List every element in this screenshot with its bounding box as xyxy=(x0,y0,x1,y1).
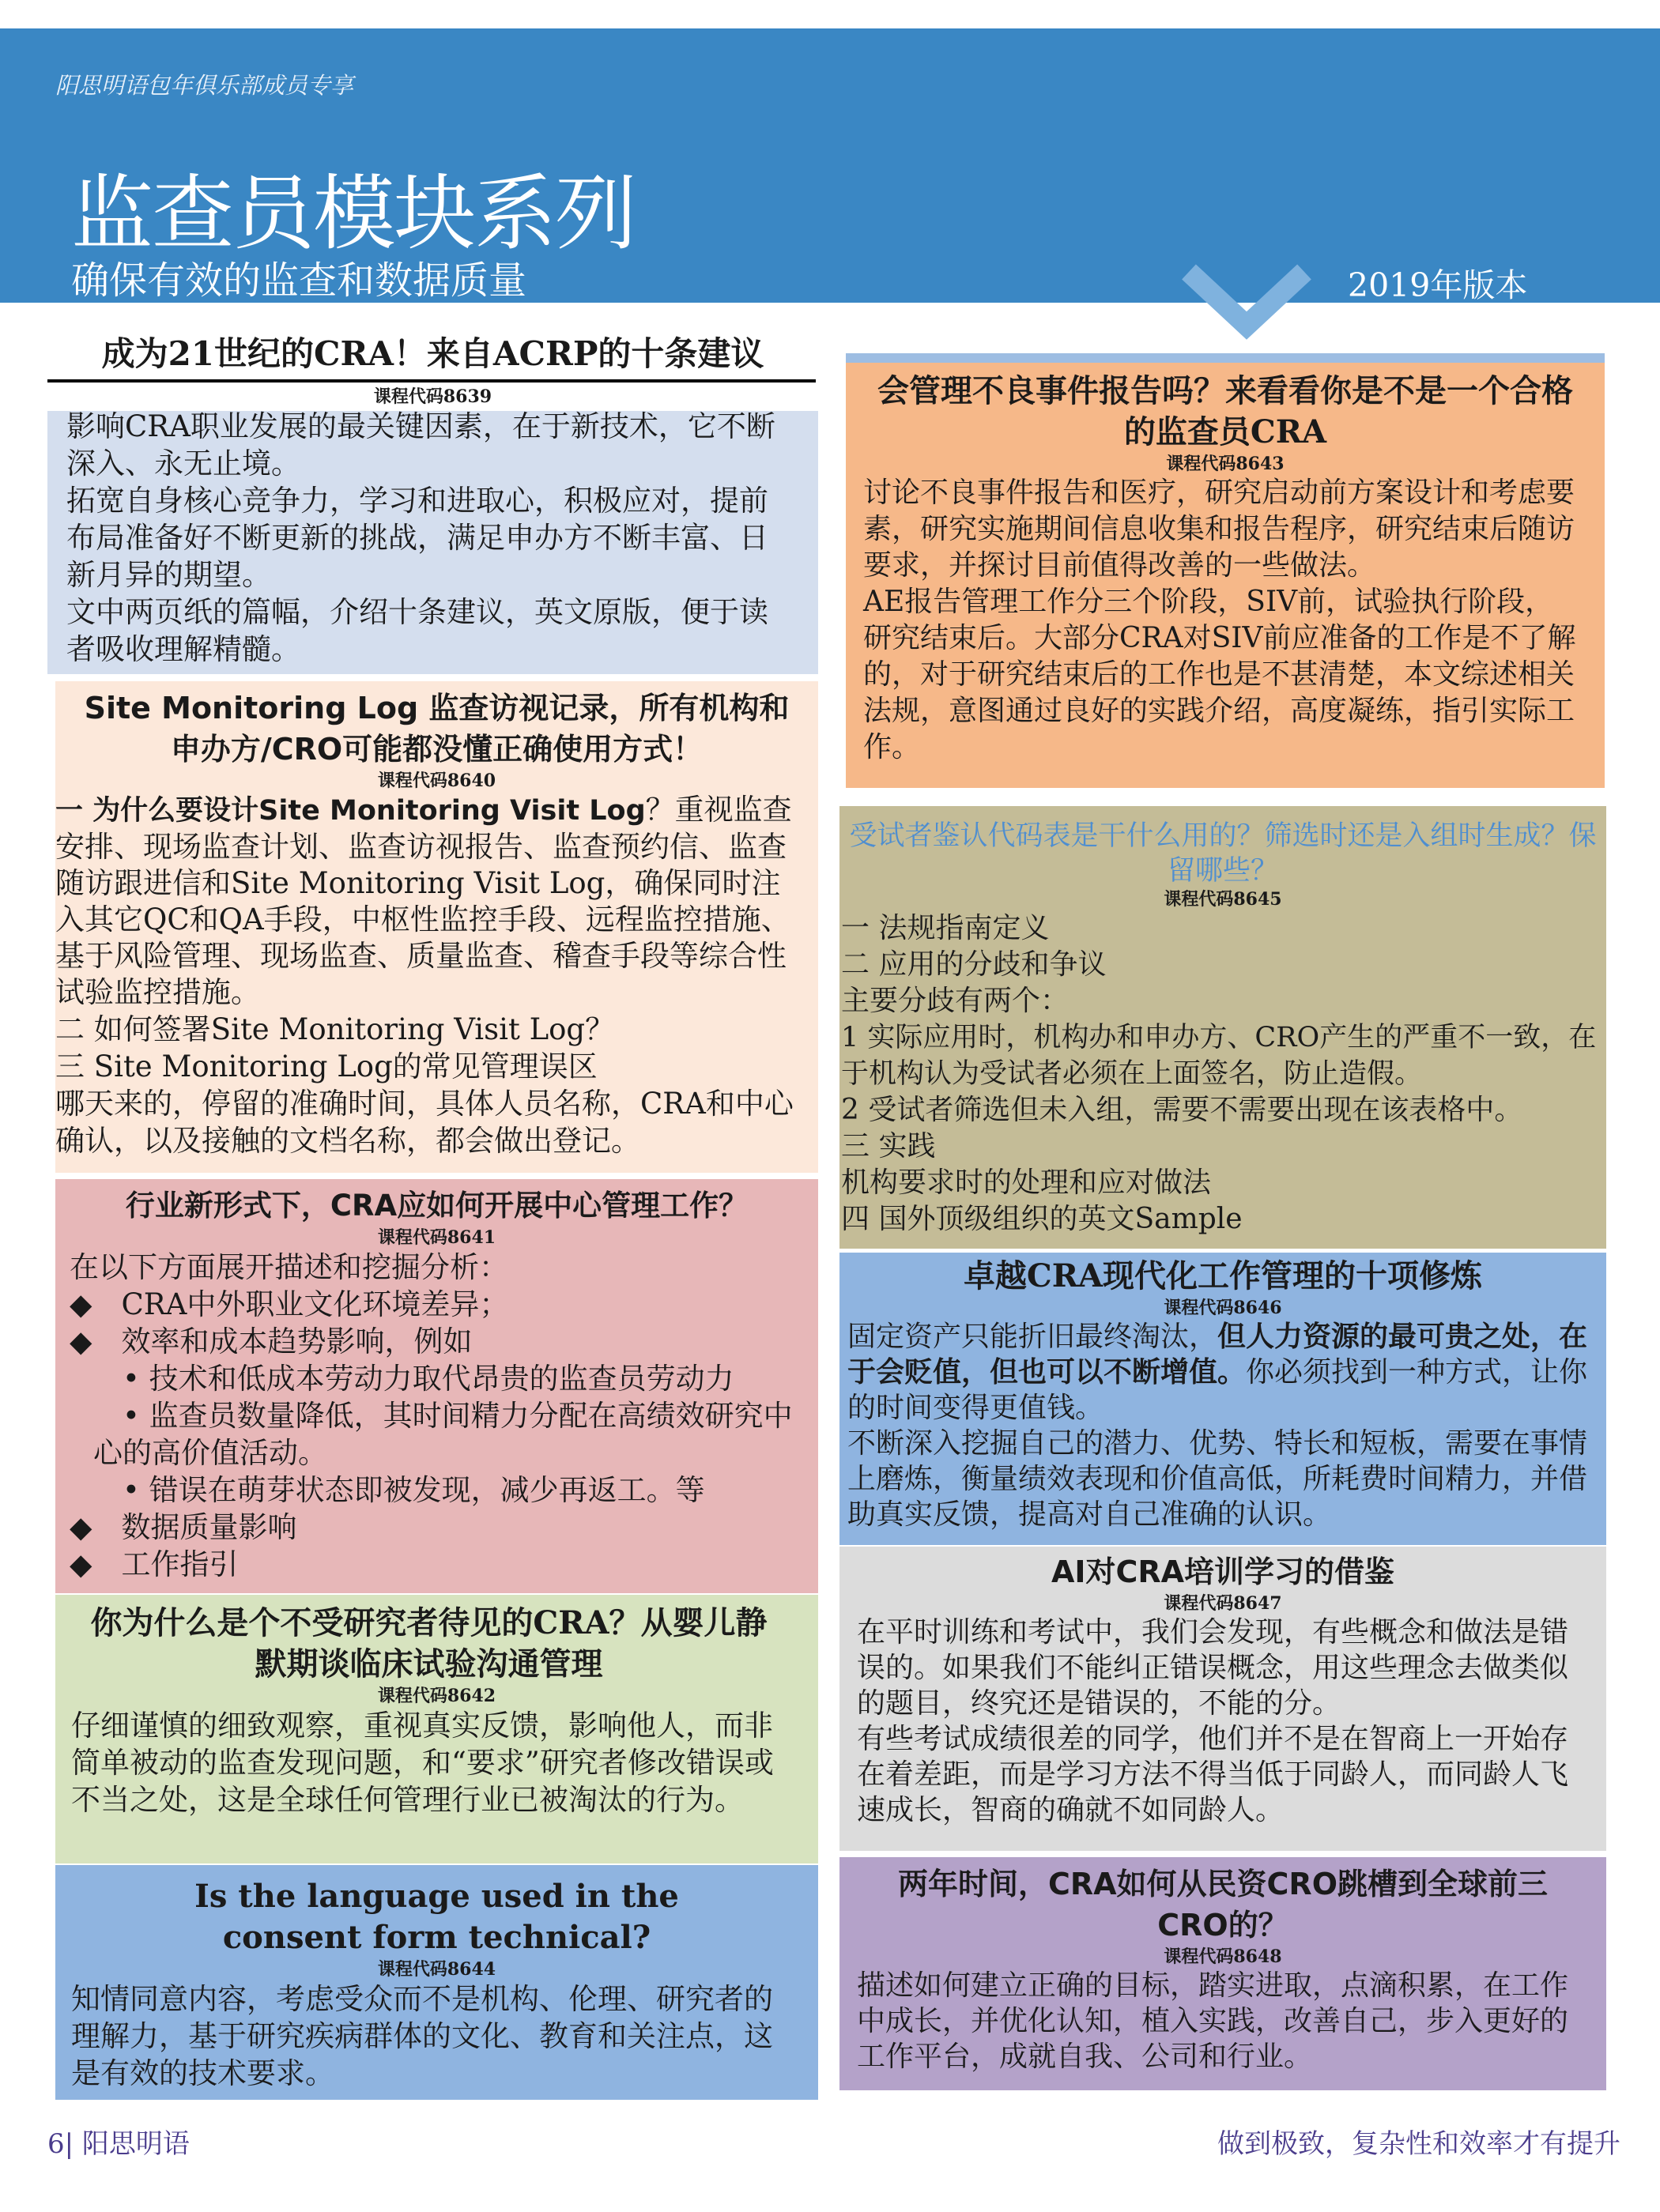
course-8640-rest: ？重视监查安排、现场监查计划、监查访视报告、监查预约信、监查随访跟进信和Site Monitoring Visit Log，确保同时注入其它QC和QA手段，中枢性监控手段、远程监控措施、基于风险管理、现场监查、质量监查、稽查手段等综合性试验监控措施。 xyxy=(55,793,792,1009)
course-8646-p1a: 固定资产只能折旧最终淘汰， xyxy=(847,1321,1218,1353)
page-subtitle: 确保有效的监查和数据质量 xyxy=(71,258,527,303)
course-8645-line: 1 实际应用时，机构办和申办方、CRO产生的严重不一致，在于机构认为受试者必须在上面签名，防止造假。 xyxy=(841,1022,1597,1090)
course-box-8639 xyxy=(47,330,818,674)
course-8646-p1b: 但人力资源的最可贵之处，在于会贬值，但也可以不断增值。 xyxy=(847,1320,1588,1389)
course-8640-title: Site Monitoring Log 监查访视记录，所有机构和申办方/CRO可能都没懂正确使用方式！ xyxy=(84,691,790,767)
course-8648-code: 课程代码8648 xyxy=(1164,1946,1282,1967)
course-8641-item: ◆ 工作指引 xyxy=(70,1547,239,1581)
course-8646-title: 卓越CRA现代化工作管理的十项修炼 xyxy=(963,1257,1483,1294)
course-box-8643 xyxy=(846,353,1605,788)
course-8645-line: 机构要求时的处理和应对做法 xyxy=(841,1166,1212,1199)
course-box-8645 xyxy=(839,806,1606,1249)
course-8639-para: 影响CRA职业发展的最关键因素，在于新技术，它不断深入、永无止境。 xyxy=(66,409,775,480)
footer-slogan: 做到极致，复杂性和效率才有提升 xyxy=(1217,2128,1620,2160)
chevron-down-icon xyxy=(1179,254,1314,341)
course-8647-para: 在平时训练和考试中，我们会发现，有些概念和做法是错误的。如果我们不能纠正错误概念，用这些理念去做类似的题目，终究还是错误的，不能的分。 xyxy=(857,1616,1569,1720)
course-8644-code: 课程代码8644 xyxy=(377,1959,496,1980)
course-8642-title: 你为什么是个不受研究者待见的CRA？从婴儿静默期谈临床试验沟通管理 xyxy=(90,1604,768,1683)
course-8645-line: 主要分歧有两个： xyxy=(841,985,1070,1017)
course-8640-para-2: 二 如何签署Site Monitoring Visit Log？ xyxy=(55,1012,615,1046)
title-rule xyxy=(47,379,816,382)
course-8641-intro: 在以下方面展开描述和挖掘分析： xyxy=(70,1250,508,1284)
course-8648-text: 描述如何建立正确的目标，踏实进取，点滴积累，在工作中成长，并优化认知，植入实践，改善自己，步入更好的工作平台，成就自我、公司和行业。 xyxy=(857,1969,1569,2073)
course-box-8640 xyxy=(55,681,818,1173)
course-8640-para-4: 哪天来的，停留的准确时间，具体人员名称，CRA和中心确认，以及接触的文档名称，都会做出登记。 xyxy=(55,1087,794,1158)
course-8641-code: 课程代码8641 xyxy=(377,1227,496,1248)
course-8645-code: 课程代码8645 xyxy=(1164,889,1282,910)
course-8641-title: 行业新形式下，CRA应如何开展中心管理工作？ xyxy=(125,1189,749,1223)
course-8643-para: AE报告管理工作分三个阶段，SIV前，试验执行阶段，研究结束后。大部分CRA对SIV前应准备的工作是不了解的，对于研究结束后的工作也是不甚清楚，本文综述相关法规，意图通过良好的实践介绍，高度凝练，指引实际工作。 xyxy=(863,586,1576,763)
course-8643-code: 课程代码8643 xyxy=(1166,454,1285,474)
course-8639-para: 拓宽自身核心竞争力，学习和进取心，积极应对，提前布局准备好不断更新的挑战，满足申办方不断丰富、日新月异的期望。 xyxy=(66,484,768,592)
course-8641-item: ◆ CRA中外职业文化环境差异； xyxy=(70,1287,509,1321)
course-8641-item: • 错误在萌芽状态即被发现，减少再返工。等 xyxy=(93,1473,705,1507)
course-8640-para-1 xyxy=(55,792,799,1011)
course-8639-code: 课程代码8639 xyxy=(373,386,492,407)
course-8639-para: 文中两页纸的篇幅，介绍十条建议，英文原版，便于读者吸收理解精髓。 xyxy=(66,595,768,666)
course-box-8642 xyxy=(55,1595,818,1863)
course-box-8646 xyxy=(839,1253,1606,1545)
course-8642-text: 仔细谨慎的细致观察，重视真实反馈，影响他人，而非简单被动的监查发现问题，和“要求”研究者修改错误或不当之处，这是全球任何管理行业已被淘汰的行为。 xyxy=(71,1709,774,1817)
course-8645-line: 2 受试者筛选但未入组，需要不需要出现在该表格中。 xyxy=(841,1094,1523,1126)
course-8641-item: • 技术和低成本劳动力取代昂贵的监查员劳动力 xyxy=(93,1362,734,1396)
course-box-8648 xyxy=(839,1857,1606,2090)
course-8640-lead: 一 为什么要设计Site Monitoring Visit Log xyxy=(55,795,646,827)
course-8646-code: 课程代码8646 xyxy=(1164,1298,1282,1318)
course-box-8647 xyxy=(839,1547,1606,1851)
course-8647-code: 课程代码8647 xyxy=(1164,1593,1282,1614)
course-8639-title: 成为21世纪的CRA！来自ACRP的十条建议 xyxy=(101,334,764,373)
course-8645-line: 三 实践 xyxy=(841,1130,936,1163)
course-8643-title: 会管理不良事件报告吗？来看看你是不是一个合格的监查员CRA xyxy=(877,372,1573,450)
course-8645-line: 一 法规指南定义 xyxy=(841,912,1050,944)
course-8640-code: 课程代码8640 xyxy=(377,771,496,791)
course-8643-strip xyxy=(846,353,1605,363)
course-8645-line: 二 应用的分歧和争议 xyxy=(841,948,1107,981)
course-8646-p1c: 你必须找到一种方式，让你的时间变得更值钱。 xyxy=(847,1356,1588,1424)
course-8647-para: 有些考试成绩很差的同学，他们并不是在智商上一开始存在着差距，而是学习方法不得当低于同龄人，而同龄人飞速成长，智商的确就不如同龄人。 xyxy=(857,1723,1569,1826)
course-box-8644 xyxy=(55,1865,818,2100)
course-box-8641 xyxy=(55,1179,818,1593)
course-8646-para-2: 不断深入挖掘自己的潜力、优势、特长和短板，需要在事情上磨炼，衡量绩效表现和价值高低，所耗费时间精力，并借助真实反馈，提高对自己准确的认识。 xyxy=(847,1427,1588,1531)
header-tagline: 阳思明语包年俱乐部成员专享 xyxy=(55,72,354,99)
course-8644-title: Is the language used in the consent form technical? xyxy=(194,1878,679,1956)
course-8646-para-1 xyxy=(847,1319,1594,1426)
course-8643-para: 讨论不良事件报告和医疗，研究启动前方案设计和考虑要素，研究实施期间信息收集和报告程序，研究结束后随访要求，并探讨目前值得改善的一些做法。 xyxy=(863,477,1575,582)
course-8642-code: 课程代码8642 xyxy=(377,1686,496,1706)
course-8641-item: ◆ 数据质量影响 xyxy=(70,1510,297,1544)
course-8645-title: 受试者鉴认代码表是干什么用的？筛选时还是入组时生成？保留哪些？ xyxy=(849,820,1597,887)
course-8641-item: • 监查员数量降低，其时间精力分配在高绩效研究中心的高价值活动。 xyxy=(93,1399,793,1470)
course-8640-para-3: 三 Site Monitoring Log的常见管理误区 xyxy=(55,1049,598,1083)
course-8647-title: AI对CRA培训学习的借鉴 xyxy=(1051,1554,1395,1589)
edition-label: 2019年版本 xyxy=(1348,266,1528,304)
course-8644-text: 知情同意内容，考虑受众而不是机构、伦理、研究者的理解力，基于研究疾病群体的文化、教育和关注点，这是有效的技术要求。 xyxy=(71,1982,773,2090)
course-8648-title: 两年时间，CRA如何从民资CRO跳槽到全球前三CRO的？ xyxy=(897,1867,1548,1943)
header-banner xyxy=(0,28,1660,303)
footer-page-label: 6| 阳思明语 xyxy=(47,2128,190,2160)
page-title: 监查员模块系列 xyxy=(71,165,636,262)
course-8641-item: ◆ 效率和成本趋势影响，例如 xyxy=(70,1325,473,1358)
course-8645-line: 四 国外顶级组织的英文Sample xyxy=(841,1203,1243,1235)
